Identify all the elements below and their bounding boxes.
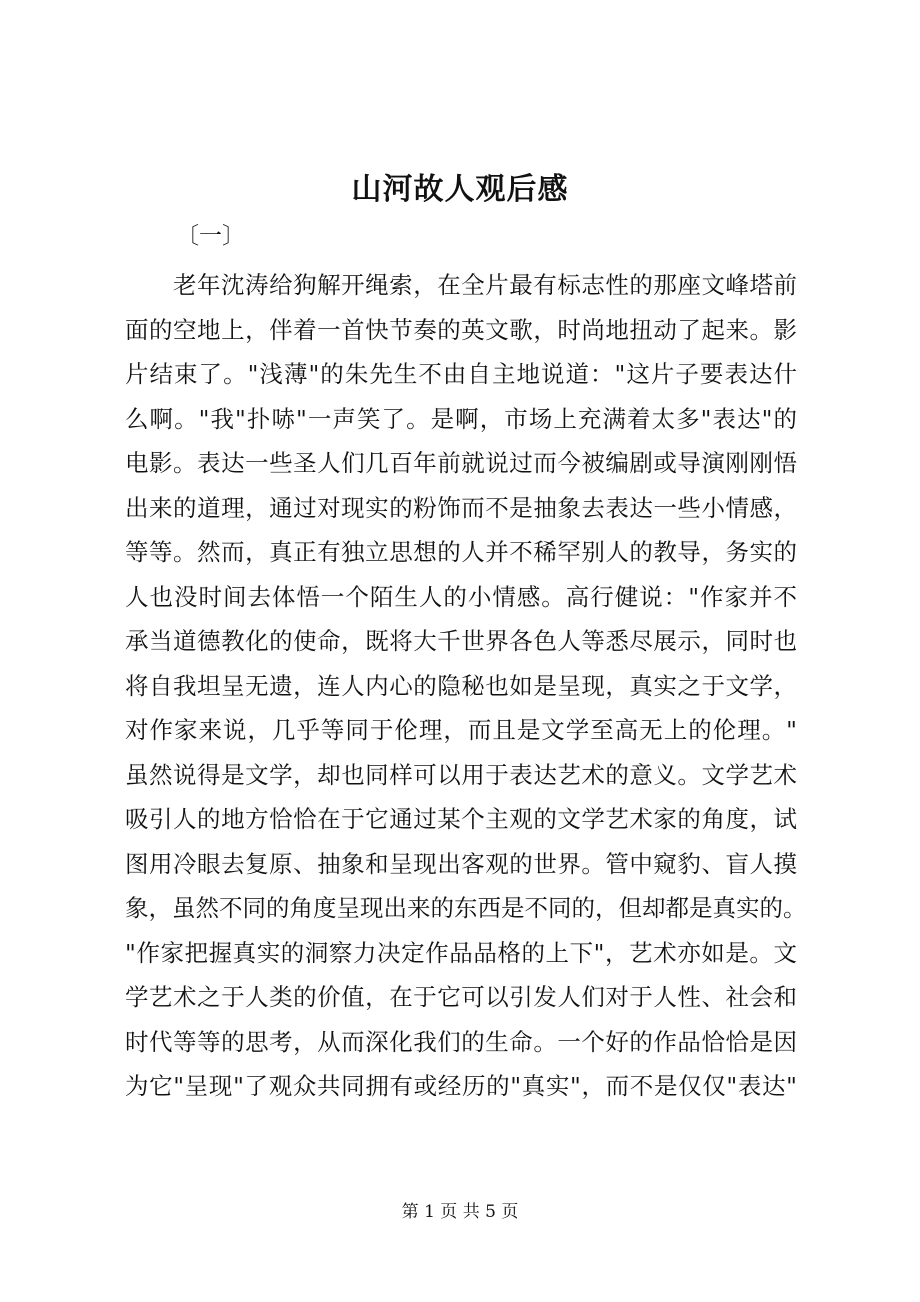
- text-line: 为它"呈现"了观众共同拥有或经历的"真实"，而不是仅仅"表达": [125, 1072, 797, 1100]
- text-line: 么啊。"我"扑哧"一声笑了。是啊，市场上充满着太多"表达"的: [125, 404, 797, 433]
- text-line: 将自我坦呈无遗，连人内心的隐秘也如是呈现，真实之于文学，: [125, 671, 797, 700]
- text-line: 学艺术之于人类的价值，在于它可以引发人们对于人性、社会和: [125, 983, 797, 1011]
- text-line: 虽然说得是文学，却也同样可以用于表达艺术的意义。文学艺术: [125, 760, 797, 789]
- text-line: 承当道德教化的使命，既将大千世界各色人等悉尽展示，同时也: [125, 627, 797, 655]
- text-line: 等等。然而，真正有独立思想的人并不稀罕别人的教导，务实的: [125, 538, 797, 566]
- text-line: 象，虽然不同的角度呈现出来的东西是不同的，但却都是真实的。: [125, 894, 807, 922]
- text-line: 对作家来说，几乎等同于伦理，而且是文学至高无上的伦理。": [125, 716, 797, 744]
- text-line: 吸引人的地方恰恰在于它通过某个主观的文学艺术家的角度，试: [125, 805, 797, 833]
- text-line: 人也没时间去体悟一个陌生人的小情感。高行健说："作家并不: [125, 582, 797, 611]
- text-line: 电影。表达一些圣人们几百年前就说过而今被编剧或导演刚刚悟: [125, 449, 797, 477]
- document-title: 山河故人观后感: [351, 172, 569, 207]
- text-line: "作家把握真实的洞察力决定作品品格的上下"，艺术亦如是。文: [125, 938, 797, 967]
- text-line: 面的空地上，伴着一首快节奏的英文歌，时尚地扭动了起来。影: [125, 315, 797, 344]
- text-line: 老年沈涛给狗解开绳索，在全片最有标志性的那座文峰塔前: [173, 271, 797, 299]
- section-label: 〔一〕: [176, 223, 245, 249]
- text-line: 出来的道理，通过对现实的粉饰而不是抽象去表达一些小情感，: [125, 493, 797, 522]
- text-line: 时代等等的思考，从而深化我们的生命。一个好的作品恰恰是因: [125, 1027, 797, 1056]
- page-footer: 第 1 页 共 5 页: [401, 1202, 519, 1222]
- body-text: [125, 263, 807, 1109]
- text-line: 片结束了。"浅薄"的朱先生不由自主地说道："这片子要表达什: [125, 360, 797, 388]
- text-line: 图用冷眼去复原、抽象和呈现出客观的世界。管中窥豹、盲人摸: [125, 849, 797, 878]
